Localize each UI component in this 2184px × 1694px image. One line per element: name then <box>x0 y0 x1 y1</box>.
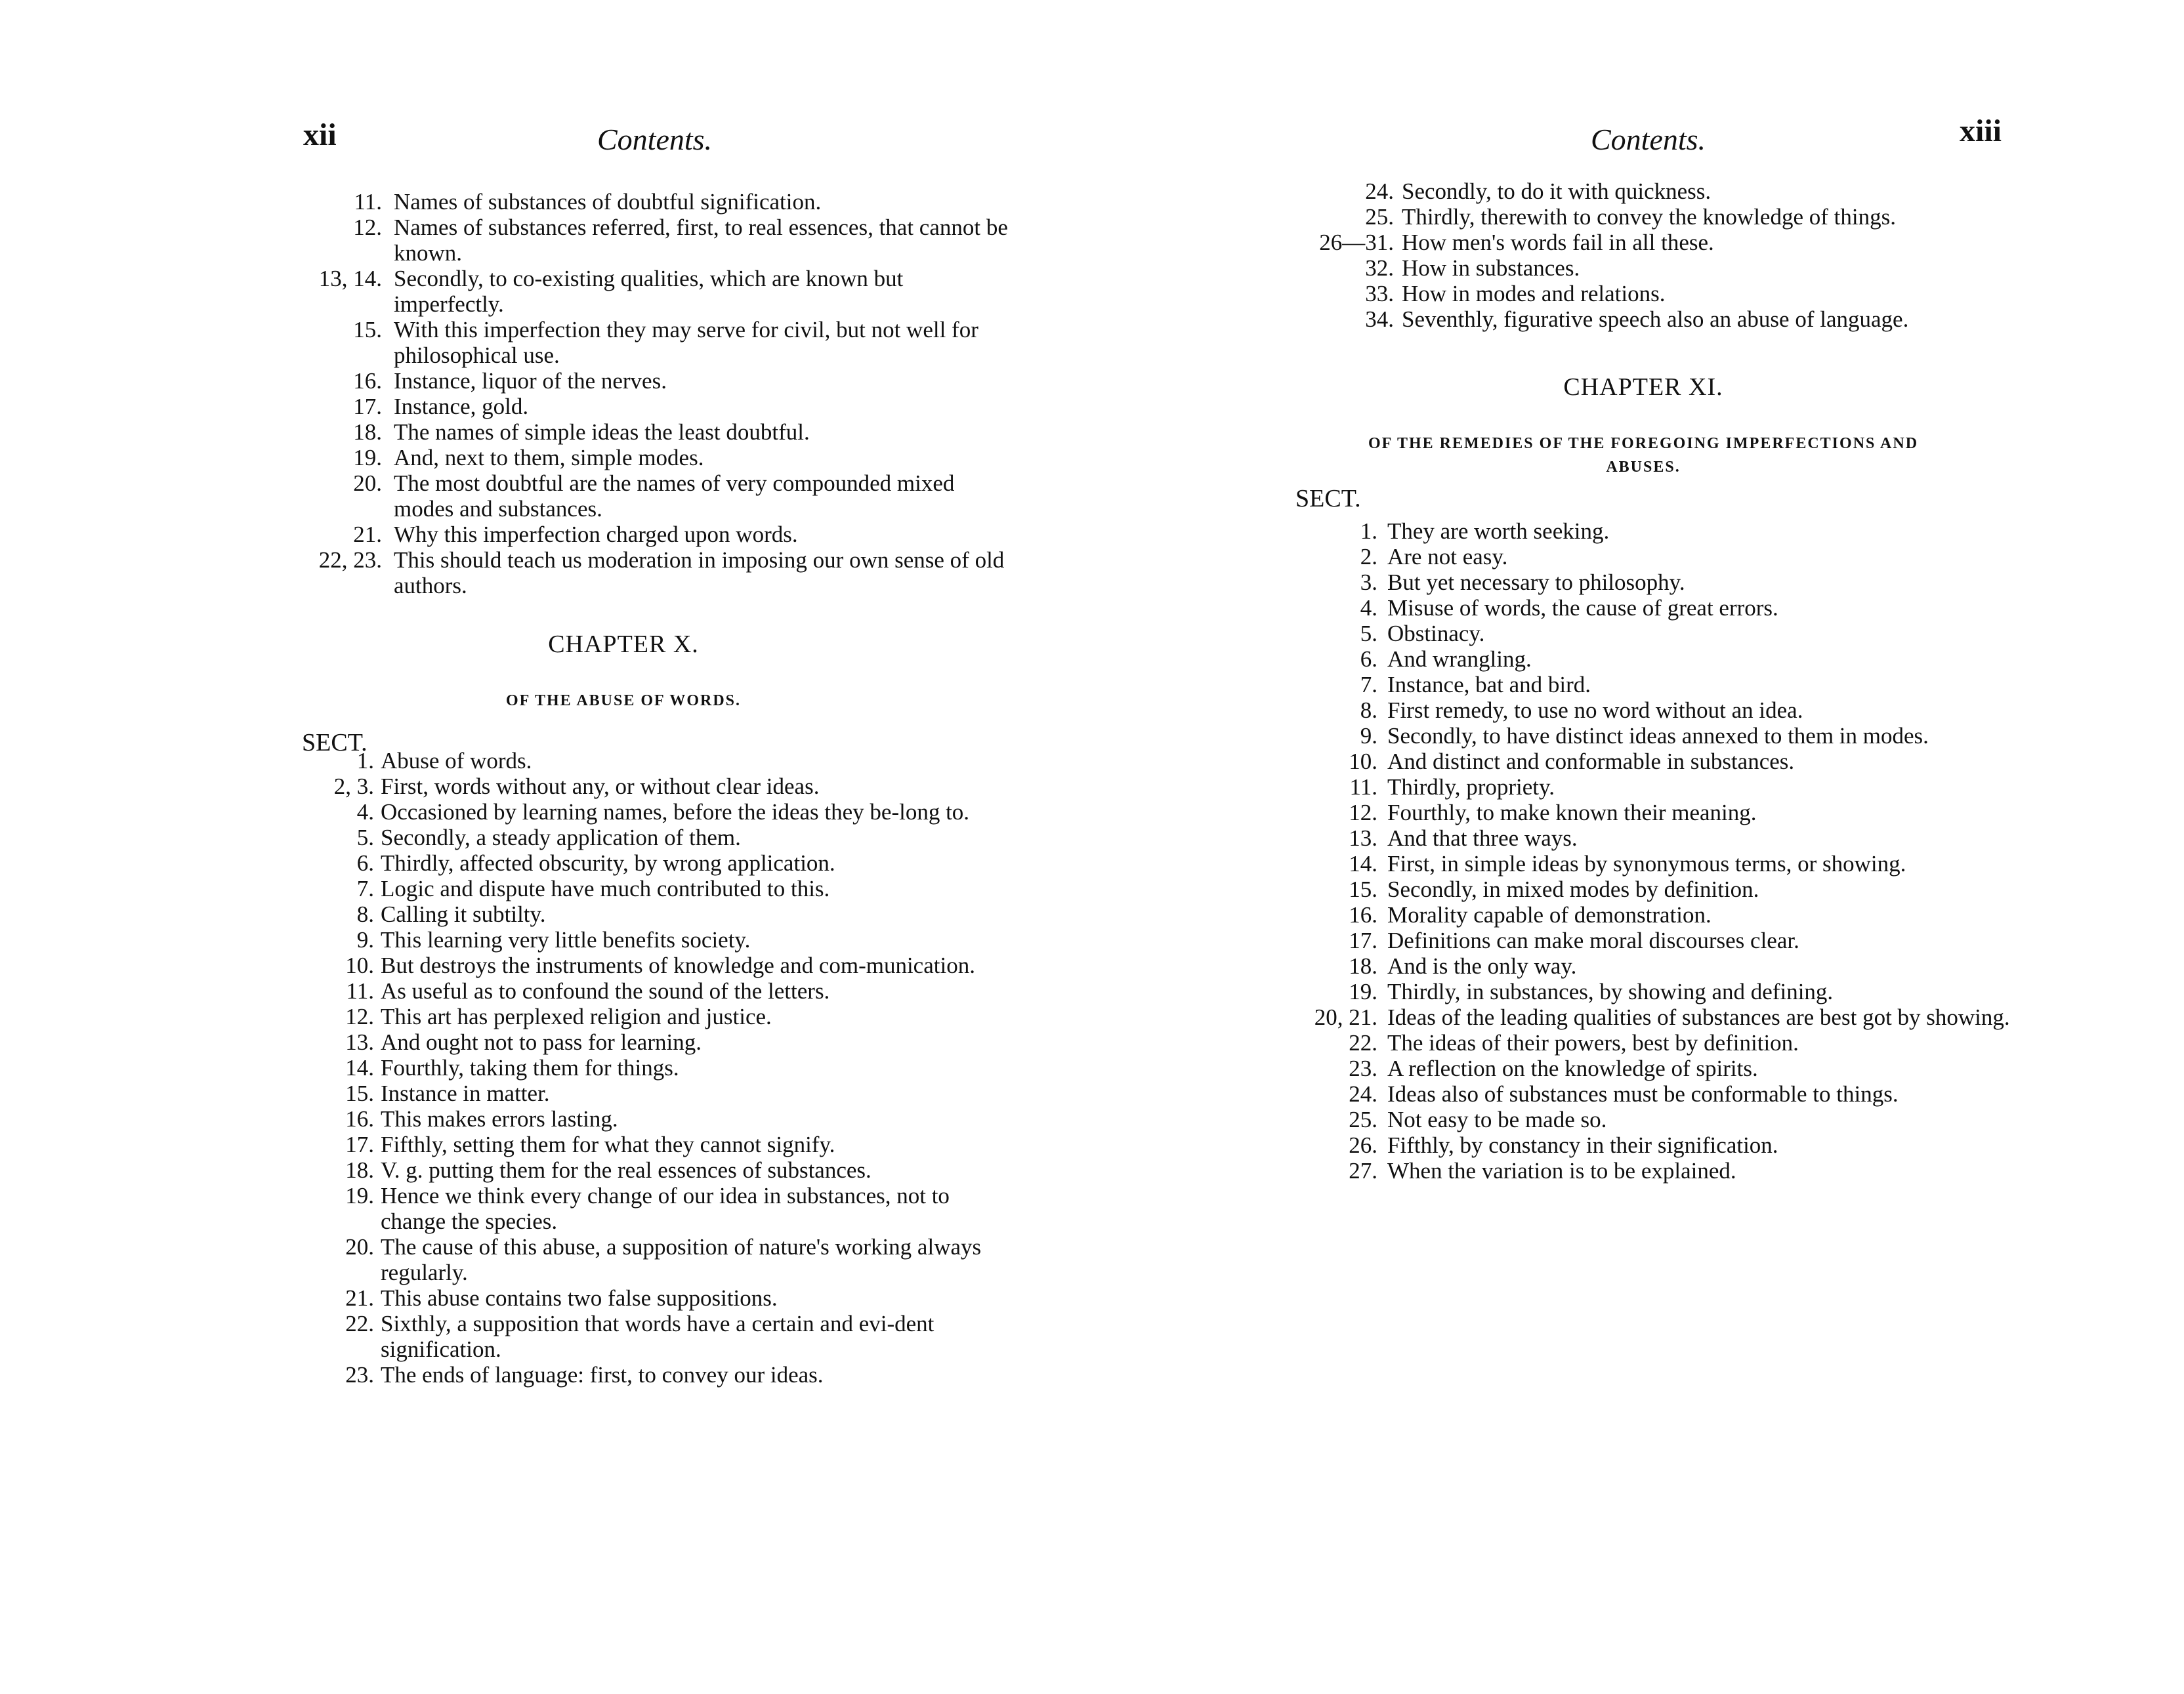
section-number: 23. <box>1349 1056 1377 1081</box>
entry-text: But yet necessary to philosophy. <box>1387 569 1685 595</box>
entry-text: Instance, gold. <box>394 394 529 419</box>
entry-text: Fifthly, by constancy in their signification. <box>1387 1132 1778 1158</box>
section-number: 32. <box>1365 255 1394 281</box>
contents-entry <box>1289 1030 2024 1056</box>
chapter-xi-heading <box>1289 373 1998 512</box>
contents-entry <box>1289 800 2024 825</box>
right-page <box>1092 0 2184 1694</box>
contents-entry <box>1289 1004 2024 1030</box>
entry-text: When the variation is to be explained. <box>1387 1158 1736 1184</box>
contents-entry <box>1289 1158 2024 1184</box>
contents-entry <box>1289 672 2024 697</box>
contents-entry <box>295 1004 1017 1029</box>
contents-entry <box>1289 1081 2024 1107</box>
section-number: 33. <box>1365 281 1394 306</box>
section-number: 13. <box>1349 825 1377 851</box>
entry-text: With this imperfection they may serve for civil, but not well for philosophical use. <box>394 317 978 368</box>
section-number: 10. <box>345 953 374 978</box>
entry-text: The names of simple ideas the least doubtful. <box>394 419 810 445</box>
contents-entry <box>1289 1107 2024 1132</box>
contents-entry <box>1289 306 2011 332</box>
section-number: 12. <box>345 1004 374 1029</box>
section-number: 25. <box>1349 1107 1377 1132</box>
entry-text: Obstinacy. <box>1387 621 1485 646</box>
chapter-subtitle-right-line2: ABUSES. <box>1606 459 1681 476</box>
contents-list-right-a <box>1289 178 2011 332</box>
section-number: 4. <box>356 799 374 825</box>
section-number: 2. <box>1360 544 1377 569</box>
section-number: 5. <box>356 825 374 850</box>
entry-text: Ideas of the leading qualities of substances are best got by showing. <box>1387 1004 2010 1030</box>
contents-list-left-b <box>295 748 1017 1388</box>
section-number: 17. <box>353 394 382 419</box>
page-number-left: xii <box>303 117 337 152</box>
chapter-title-right: CHAPTER XI. <box>1563 373 1723 401</box>
contents-entry <box>1289 877 2024 902</box>
entry-text: And wrangling. <box>1387 646 1532 672</box>
contents-entry <box>295 1183 1017 1234</box>
section-number: 14. <box>1349 851 1377 877</box>
section-number: 22, 23. <box>318 547 382 573</box>
entry-text: Names of substances referred, first, to real essences, that cannot be known. <box>394 215 1008 266</box>
section-number: 9. <box>1360 723 1377 749</box>
contents-entry <box>1289 723 2024 749</box>
contents-entry <box>295 394 1017 419</box>
contents-entry <box>1289 953 2024 979</box>
section-number: 13, 14. <box>318 266 382 291</box>
contents-entry <box>295 189 1017 215</box>
section-number: 2, 3. <box>333 774 374 799</box>
entry-text: This art has perplexed religion and justice. <box>381 1004 772 1029</box>
entry-text: First remedy, to use no word without an idea. <box>1387 697 1803 723</box>
contents-entry <box>1289 518 2024 544</box>
contents-list-left-a <box>295 189 1017 598</box>
page-number-right: xiii <box>1960 114 2002 148</box>
contents-entry <box>295 953 1017 978</box>
entry-text: How in modes and relations. <box>1402 281 1666 306</box>
contents-entry <box>1289 255 2011 281</box>
entry-text: Instance, bat and bird. <box>1387 672 1591 697</box>
section-number: 15. <box>345 1081 374 1106</box>
contents-entry <box>1289 178 2011 204</box>
chapter-title-left: CHAPTER X. <box>548 630 699 658</box>
section-number: 5. <box>1360 621 1377 646</box>
entry-text: Why this imperfection charged upon words. <box>394 522 798 547</box>
section-number: 26. <box>1349 1132 1377 1158</box>
contents-entry <box>295 419 1017 445</box>
section-number: 18. <box>1349 953 1377 979</box>
entry-text: Are not easy. <box>1387 544 1508 569</box>
contents-entry <box>1289 544 2024 569</box>
contents-entry <box>295 470 1017 522</box>
section-number: 15. <box>1349 877 1377 902</box>
section-number: 11. <box>346 978 374 1004</box>
entry-text: They are worth seeking. <box>1387 518 1610 544</box>
entry-text: The most doubtful are the names of very compounded mixed modes and substances. <box>394 470 955 522</box>
contents-entry <box>1289 595 2024 621</box>
section-number: 16. <box>1349 902 1377 928</box>
entry-text: Secondly, a steady application of them. <box>381 825 741 850</box>
chapter-subtitle-left: OF THE ABUSE OF WORDS. <box>505 692 742 709</box>
entry-text: And that three ways. <box>1387 825 1578 851</box>
contents-entry <box>295 901 1017 927</box>
contents-entry <box>295 215 1017 266</box>
contents-entry <box>1289 1056 2024 1081</box>
entry-text: First, words without any, or without clear ideas. <box>381 774 820 799</box>
contents-entry <box>1289 621 2024 646</box>
entry-text: How in substances. <box>1402 255 1580 281</box>
contents-entry <box>295 927 1017 953</box>
section-number: 12. <box>353 215 382 240</box>
entry-text: Hence we think every change of our idea in substances, not to change the species. <box>381 1183 950 1234</box>
entry-text: Ideas also of substances must be conformable to things. <box>1387 1081 1899 1107</box>
section-number: 14. <box>345 1055 374 1081</box>
entry-text: Morality capable of demonstration. <box>1387 902 1712 928</box>
section-number: 8. <box>1360 697 1377 723</box>
contents-entry <box>1289 281 2011 306</box>
section-number: 15. <box>353 317 382 342</box>
contents-entry <box>295 876 1017 901</box>
section-number: 18. <box>353 419 382 445</box>
entry-text: Thirdly, affected obscurity, by wrong application. <box>381 850 835 876</box>
chapter-x-heading <box>295 630 1017 756</box>
section-number: 12. <box>1349 800 1377 825</box>
contents-entry <box>1289 1132 2024 1158</box>
contents-entry <box>295 978 1017 1004</box>
section-number: 25. <box>1365 204 1394 230</box>
running-head-left: Contents. <box>597 123 713 156</box>
contents-entry <box>295 1055 1017 1081</box>
section-number: 13. <box>345 1029 374 1055</box>
section-number: 4. <box>1360 595 1377 621</box>
section-number: 20. <box>345 1234 374 1260</box>
section-number: 1. <box>356 748 374 774</box>
contents-entry <box>1289 646 2024 672</box>
entry-text: Seventhly, figurative speech also an abuse of language. <box>1402 306 1909 332</box>
section-number: 6. <box>356 850 374 876</box>
sect-label-right: SECT. <box>1295 485 1361 512</box>
contents-entry <box>295 368 1017 394</box>
entry-text: How men's words fail in all these. <box>1402 230 1714 255</box>
entry-text: Definitions can make moral discourses clear. <box>1387 928 1799 953</box>
entry-text: A reflection on the knowledge of spirits. <box>1387 1056 1758 1081</box>
section-number: 7. <box>1360 672 1377 697</box>
contents-entry <box>295 1285 1017 1311</box>
section-number: 11. <box>354 189 382 215</box>
section-number: 19. <box>345 1183 374 1209</box>
entry-text: Fourthly, to make known their meaning. <box>1387 800 1757 825</box>
entry-text: Secondly, to co-existing qualities, which are known but imperfectly. <box>394 266 904 317</box>
contents-entry <box>295 1234 1017 1285</box>
section-number: 3. <box>1360 569 1377 595</box>
entry-text: Not easy to be made so. <box>1387 1107 1607 1132</box>
entry-text: And is the only way. <box>1387 953 1577 979</box>
entry-text: And, next to them, simple modes. <box>394 445 704 470</box>
entry-text: Logic and dispute have much contributed to this. <box>381 876 830 901</box>
contents-entry <box>295 445 1017 470</box>
section-number: 10. <box>1349 749 1377 774</box>
entry-text: This should teach us moderation in imposing our own sense of old authors. <box>394 547 1005 598</box>
contents-entry <box>295 774 1017 799</box>
contents-entry <box>1289 979 2024 1004</box>
section-number: 21. <box>345 1285 374 1311</box>
entry-text: Secondly, in mixed modes by definition. <box>1387 877 1759 902</box>
section-number: 22. <box>1349 1030 1377 1056</box>
section-number: 24. <box>1349 1081 1377 1107</box>
section-number: 24. <box>1365 178 1394 204</box>
contents-entry <box>1289 230 2011 255</box>
section-number: 6. <box>1360 646 1377 672</box>
contents-list-right-b <box>1289 518 2024 1184</box>
section-number: 18. <box>345 1157 374 1183</box>
entry-text: This abuse contains two false suppositions. <box>381 1285 778 1311</box>
section-number: 19. <box>1349 979 1377 1004</box>
entry-text: Occasioned by learning names, before the ideas they be-long to. <box>381 799 970 825</box>
contents-entry <box>1289 851 2024 877</box>
contents-entry <box>1289 774 2024 800</box>
contents-entry <box>295 266 1017 317</box>
entry-text: As useful as to confound the sound of the letters. <box>381 978 830 1004</box>
contents-entry <box>1289 749 2024 774</box>
contents-entry <box>1289 928 2024 953</box>
contents-entry <box>295 317 1017 368</box>
contents-entry <box>1289 697 2024 723</box>
entry-text: First, in simple ideas by synonymous terms, or showing. <box>1387 851 1906 877</box>
contents-entry <box>295 1081 1017 1106</box>
chapter-subtitle-right-line1: OF THE REMEDIES OF THE FOREGOING IMPERFECTIONS AND <box>1368 435 1919 452</box>
entry-text: And distinct and conformable in substances. <box>1387 749 1795 774</box>
section-number: 17. <box>345 1132 374 1157</box>
contents-entry <box>295 1132 1017 1157</box>
entry-text: The ends of language: first, to convey our ideas. <box>381 1362 824 1388</box>
contents-entry <box>295 522 1017 547</box>
contents-entry <box>295 547 1017 598</box>
contents-entry <box>1289 825 2024 851</box>
contents-entry <box>295 1157 1017 1183</box>
section-number: 23. <box>345 1362 374 1388</box>
entry-text: This learning very little benefits society. <box>381 927 751 953</box>
section-number: 19. <box>353 445 382 470</box>
entry-text: Secondly, to have distinct ideas annexed to them in modes. <box>1387 723 1929 749</box>
entry-text: Fifthly, setting them for what they cannot signify. <box>381 1132 835 1157</box>
section-number: 7. <box>356 876 374 901</box>
section-number: 20. <box>353 470 382 496</box>
contents-entry <box>295 1311 1017 1362</box>
contents-entry <box>295 1362 1017 1388</box>
contents-entry <box>1289 569 2024 595</box>
entry-text: The ideas of their powers, best by definition. <box>1387 1030 1799 1056</box>
running-head-right: Contents. <box>1591 123 1706 156</box>
contents-entry <box>295 748 1017 774</box>
section-number: 11. <box>1349 774 1377 800</box>
section-number: 27. <box>1349 1158 1377 1184</box>
contents-entry <box>295 825 1017 850</box>
contents-entry <box>295 1029 1017 1055</box>
entry-text: Calling it subtilty. <box>381 901 546 927</box>
entry-text: Thirdly, therewith to convey the knowledge of things. <box>1402 204 1896 230</box>
entry-text: But destroys the instruments of knowledge and com-munication. <box>381 953 975 978</box>
section-number: 9. <box>356 927 374 953</box>
entry-text: This makes errors lasting. <box>381 1106 618 1132</box>
entry-text: Secondly, to do it with quickness. <box>1402 178 1712 204</box>
entry-text: Misuse of words, the cause of great errors. <box>1387 595 1778 621</box>
contents-entry <box>295 799 1017 825</box>
section-number: 8. <box>356 901 374 927</box>
entry-text: Instance in matter. <box>381 1081 550 1106</box>
section-number: 16. <box>353 368 382 394</box>
entry-text: The cause of this abuse, a supposition of nature's working always regularly. <box>381 1234 982 1285</box>
section-number: 17. <box>1349 928 1377 953</box>
entry-text: Thirdly, propriety. <box>1387 774 1555 800</box>
sect-label-left: SECT. <box>302 729 368 756</box>
entry-text: Fourthly, taking them for things. <box>381 1055 679 1081</box>
entry-text: Thirdly, in substances, by showing and defining. <box>1387 979 1834 1004</box>
section-number: 16. <box>345 1106 374 1132</box>
section-number: 20, 21. <box>1314 1004 1377 1030</box>
section-number: 22. <box>345 1311 374 1336</box>
section-number: 21. <box>353 522 382 547</box>
entry-text: Instance, liquor of the nerves. <box>394 368 667 394</box>
section-number: 34. <box>1365 306 1394 332</box>
section-number: 26—31. <box>1319 230 1394 255</box>
entry-text: Abuse of words. <box>381 748 532 774</box>
contents-entry <box>1289 204 2011 230</box>
contents-entry <box>295 1106 1017 1132</box>
contents-entry <box>1289 902 2024 928</box>
section-number: 1. <box>1360 518 1377 544</box>
entry-text: Names of substances of doubtful signification. <box>394 189 822 215</box>
entry-text: And ought not to pass for learning. <box>381 1029 702 1055</box>
entry-text: V. g. putting them for the real essences of substances. <box>381 1157 872 1183</box>
contents-entry <box>295 850 1017 876</box>
entry-text: Sixthly, a supposition that words have a certain and evi-dent signification. <box>381 1311 934 1362</box>
